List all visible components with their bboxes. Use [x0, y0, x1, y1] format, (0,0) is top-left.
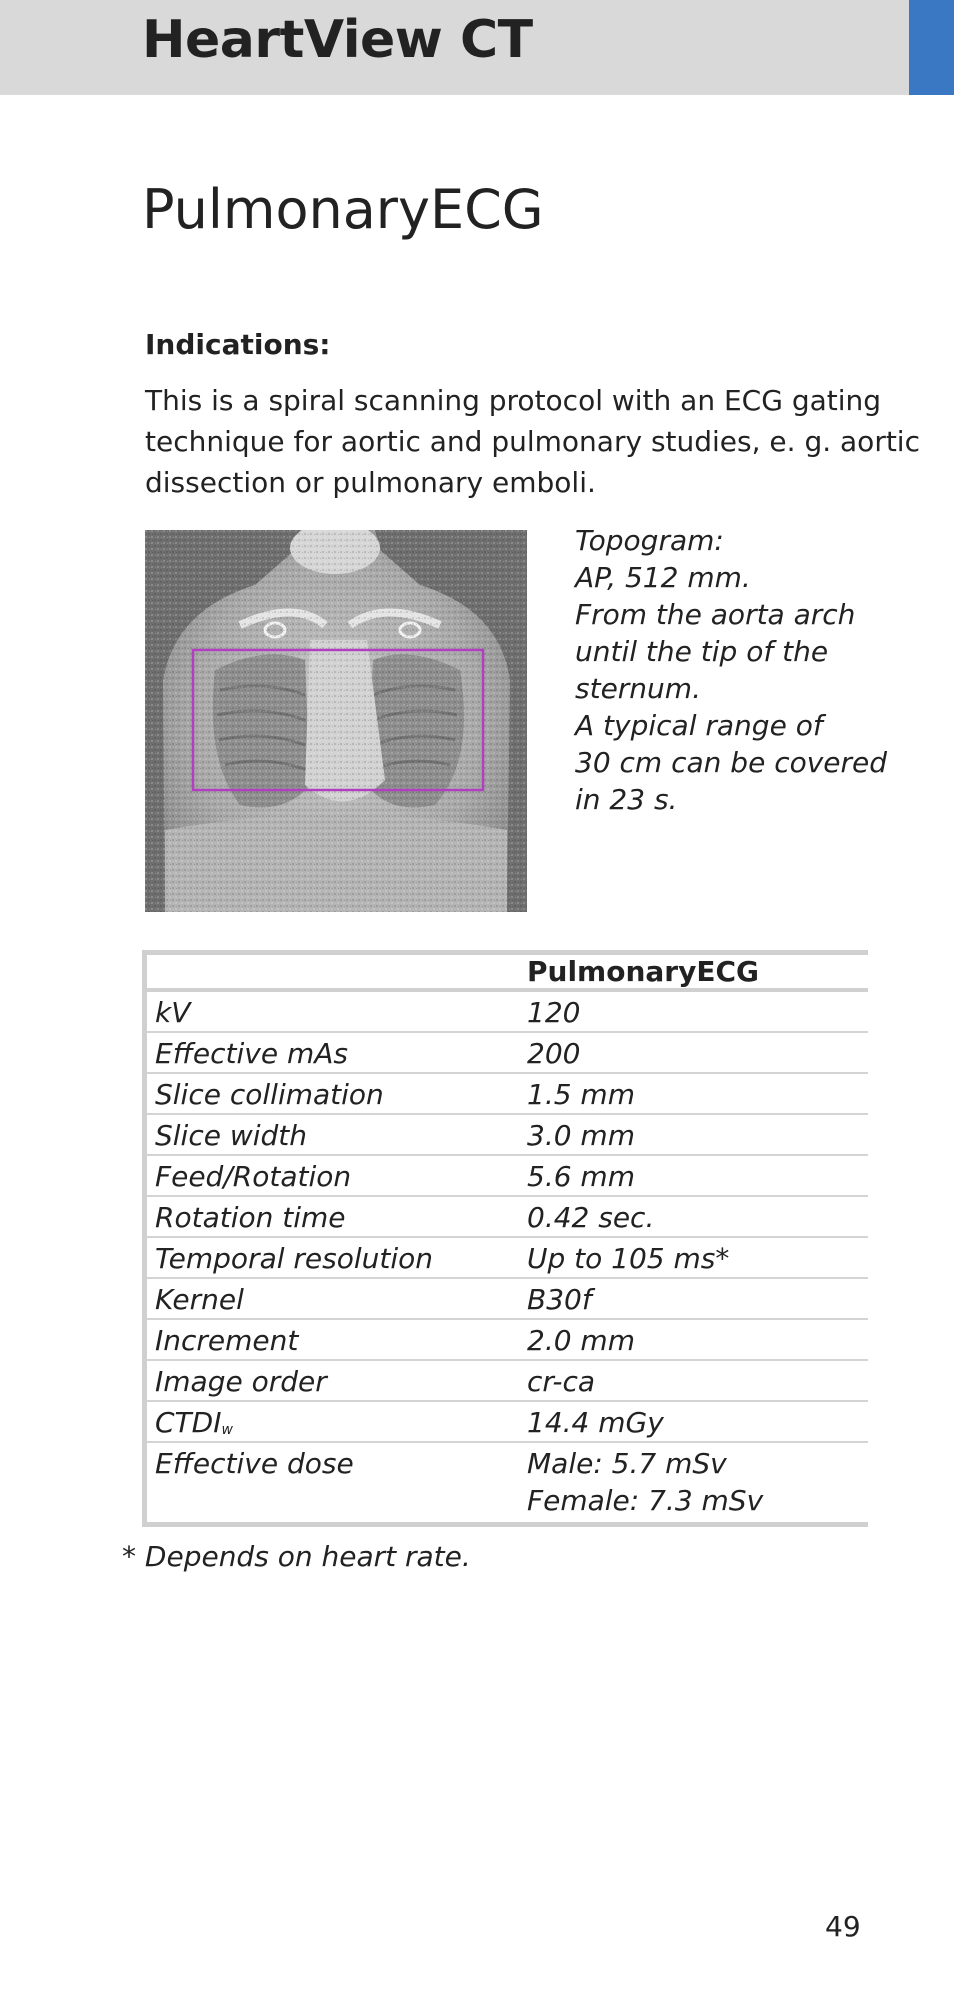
table-row: [147, 1156, 868, 1197]
caption-line: sternum.: [575, 672, 701, 705]
param-name: Rotation time: [155, 1201, 346, 1234]
param-name-text: CTDI: [155, 1406, 222, 1439]
table-row: [147, 1197, 868, 1238]
caption-line: Topogram:: [575, 524, 724, 557]
footnote: * Depends on heart rate.: [122, 1540, 471, 1573]
table-row: [147, 1115, 868, 1156]
indications-heading: Indications:: [145, 328, 331, 361]
param-value: Up to 105 ms*: [527, 1242, 730, 1275]
param-name: Feed/Rotation: [155, 1160, 352, 1193]
protocol-parameter-table: [142, 950, 868, 1527]
param-value: [527, 1445, 763, 1519]
indications-line: technique for aortic and pulmonary studies, e. g. aortic: [145, 425, 920, 458]
param-value: B30f: [527, 1283, 592, 1316]
param-name: Kernel: [155, 1283, 244, 1316]
table-row: [147, 1238, 868, 1279]
param-name: Slice collimation: [155, 1078, 384, 1111]
table-row: [147, 1320, 868, 1361]
indications-text: [145, 380, 920, 503]
param-value: 3.0 mm: [527, 1119, 635, 1152]
table-row: [147, 1033, 868, 1074]
param-name: Image order: [155, 1365, 327, 1398]
param-value: 14.4 mGy: [527, 1406, 664, 1439]
table-header-protocol: PulmonaryECG: [527, 955, 760, 988]
param-value: 2.0 mm: [527, 1324, 635, 1357]
table-row: [147, 1074, 868, 1115]
param-name: Temporal resolution: [155, 1242, 434, 1275]
param-name: Slice width: [155, 1119, 308, 1152]
param-value: cr-ca: [527, 1365, 596, 1398]
param-name: Increment: [155, 1324, 299, 1357]
param-name: kV: [155, 996, 191, 1029]
param-value: 5.6 mm: [527, 1160, 635, 1193]
topogram-image: [145, 530, 527, 912]
caption-line: A typical range of: [575, 709, 823, 742]
table-row: [147, 1279, 868, 1320]
table-header-row: [147, 955, 868, 992]
page-number: 49: [825, 1910, 861, 1943]
param-value: 120: [527, 996, 581, 1029]
caption-line: AP, 512 mm.: [575, 561, 751, 594]
table-row: [147, 992, 868, 1033]
table-row: [147, 1361, 868, 1402]
param-value: 0.42 sec.: [527, 1201, 655, 1234]
indications-line: dissection or pulmonary emboli.: [145, 466, 596, 499]
indications-line: This is a spiral scanning protocol with an ECG gating: [145, 384, 882, 417]
table-row: [147, 1402, 868, 1443]
page-title: PulmonaryECG: [142, 178, 544, 241]
param-value-female: Female: 7.3 mSv: [527, 1484, 764, 1517]
param-value: 200: [527, 1037, 581, 1070]
param-subscript: w: [221, 1422, 233, 1438]
param-value: 1.5 mm: [527, 1078, 635, 1111]
param-value-male: Male: 5.7 mSv: [527, 1447, 727, 1480]
param-name: Effective dose: [155, 1447, 354, 1480]
caption-line: From the aorta arch: [575, 598, 856, 631]
header-accent-tab: [909, 0, 954, 95]
param-name: Effective mAs: [155, 1037, 348, 1070]
table-row: [147, 1443, 868, 1522]
caption-line: until the tip of the: [575, 635, 829, 668]
header-title: HeartView CT: [142, 10, 533, 70]
caption-line: in 23 s.: [575, 783, 678, 816]
topogram-caption: [575, 522, 915, 818]
caption-line: 30 cm can be covered: [575, 746, 888, 779]
